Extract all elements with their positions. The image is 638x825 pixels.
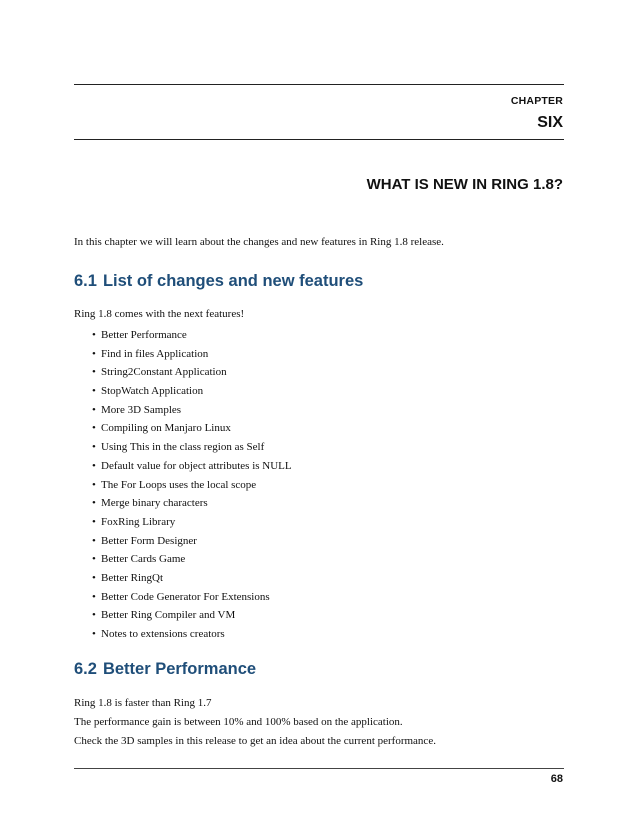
list-item [92, 625, 292, 644]
list-item-text: StopWatch Application [101, 385, 204, 398]
section-heading-changes [74, 272, 363, 291]
bullet-icon: • [92, 385, 96, 398]
performance-paragraph: Check the 3D samples in this release to get an idea about the current performance. [74, 735, 436, 747]
intro-paragraph: In this chapter we will learn about the changes and new features in Ring 1.8 release. [74, 236, 444, 248]
list-item [92, 606, 292, 625]
list-item-text: Merge binary characters [101, 497, 208, 510]
list-item [92, 494, 292, 513]
list-item [92, 419, 292, 438]
bullet-icon: • [92, 329, 96, 341]
list-item-text: More 3D Samples [101, 403, 182, 416]
list-item [92, 438, 292, 457]
list-item [92, 532, 292, 551]
bullet-icon: • [92, 478, 96, 491]
bullet-icon: • [92, 515, 96, 528]
chapter-title: WHAT IS NEW IN RING 1.8? [366, 176, 563, 193]
bullet-icon: • [92, 590, 96, 603]
bullet-icon: • [92, 534, 96, 547]
list-item [92, 382, 292, 401]
list-item-text: Compiling on Manjaro Linux [101, 422, 231, 435]
list-item [92, 363, 292, 382]
bullet-icon: • [92, 459, 96, 472]
list-item [92, 345, 292, 364]
section-number: 6.2 [74, 660, 97, 678]
list-item-text: String2Constant Application [101, 366, 227, 379]
list-item [92, 513, 292, 532]
list-item [92, 326, 292, 345]
bullet-icon: • [92, 366, 96, 379]
section-title: List of changes and new features [102, 272, 364, 290]
list-item-text: Find in files Application [101, 347, 209, 360]
footer-rule [74, 768, 564, 769]
bullet-icon: • [92, 571, 96, 584]
chapter-bottom-rule [74, 139, 564, 140]
feature-list [92, 326, 292, 644]
bullet-icon: • [92, 441, 96, 454]
list-item [92, 569, 292, 588]
list-item-text: Better Code Generator For Extensions [101, 590, 270, 603]
chapter-label: CHAPTER [510, 95, 563, 107]
list-item-text: Better Ring Compiler and VM [101, 609, 236, 622]
list-item [92, 401, 292, 420]
bullet-icon: • [92, 347, 96, 360]
list-item [92, 476, 292, 495]
bullet-icon: • [92, 609, 96, 622]
bullet-icon: • [92, 422, 96, 435]
list-item [92, 457, 292, 476]
list-item-text: Default value for object attributes is NULL [101, 459, 292, 472]
list-item [92, 588, 292, 607]
section-lead-paragraph: Ring 1.8 comes with the next features! [74, 308, 245, 320]
list-item-text: FoxRing Library [101, 515, 176, 528]
bullet-icon: • [92, 497, 96, 510]
list-item-text: Better Form Designer [101, 534, 197, 547]
list-item-text: Using This in the class region as Self [101, 441, 265, 454]
bullet-icon: • [92, 553, 96, 566]
page-number: 68 [550, 773, 563, 785]
list-item-text: Notes to extensions creators [101, 628, 225, 640]
list-item-text: Better RingQt [101, 571, 164, 584]
section-title: Better Performance [102, 660, 257, 678]
list-item-text: The For Loops uses the local scope [101, 478, 257, 491]
list-item [92, 550, 292, 569]
list-item-text: Better Performance [101, 329, 187, 341]
chapter-number: SIX [537, 114, 563, 131]
bullet-icon: • [92, 628, 96, 640]
bullet-icon: • [92, 403, 96, 416]
performance-paragraph: Ring 1.8 is faster than Ring 1.7 [74, 697, 212, 709]
list-item-text: Better Cards Game [101, 553, 186, 566]
performance-paragraph: The performance gain is between 10% and 100% based on the application. [74, 716, 403, 728]
chapter-top-rule [74, 84, 564, 85]
section-heading-performance [74, 660, 256, 679]
section-number: 6.1 [74, 272, 97, 290]
